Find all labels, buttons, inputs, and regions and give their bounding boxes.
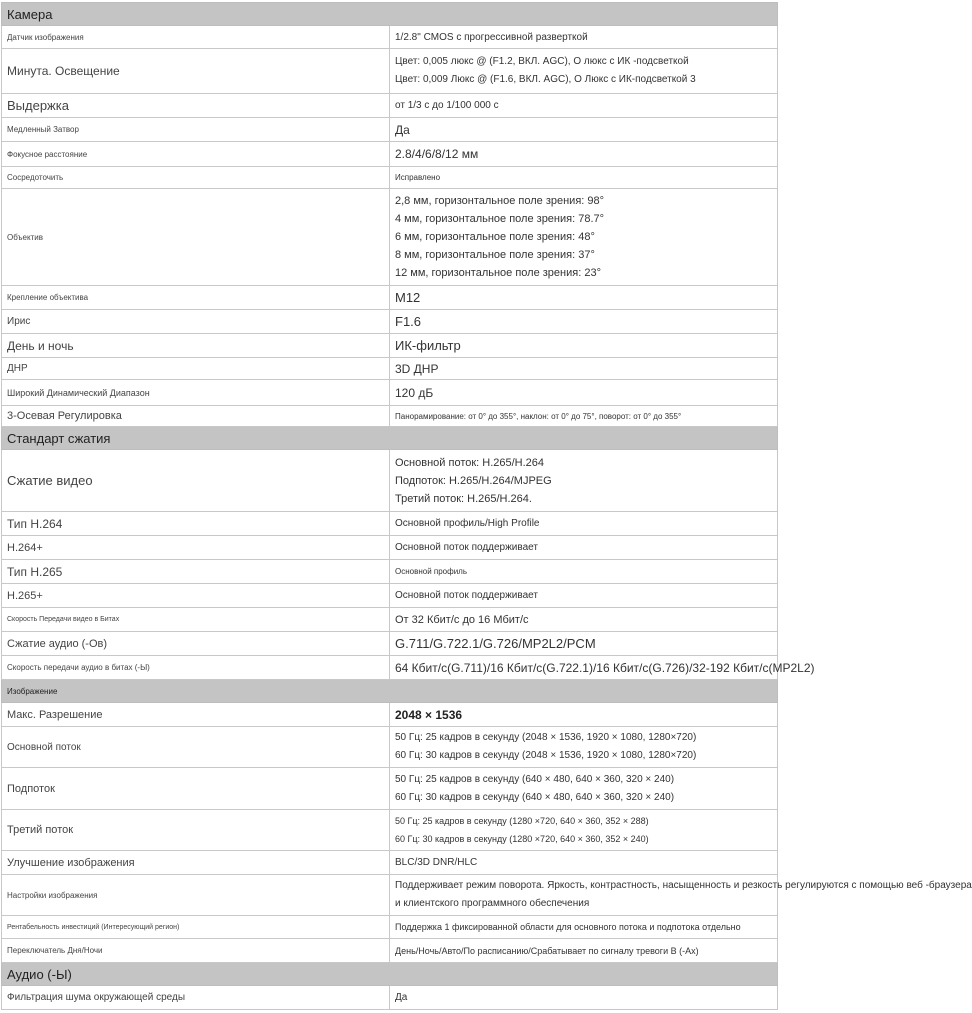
spec-value: M12 — [390, 286, 778, 310]
spec-value: 120 дБ — [390, 380, 778, 406]
table-row — [2, 851, 778, 875]
table-row — [2, 286, 778, 310]
spec-value — [390, 189, 778, 286]
spec-value-line: 50 Гц: 25 кадров в секунду (2048 × 1536, 1920 × 1080, 1280×720) — [395, 732, 697, 743]
section-header-image — [2, 680, 778, 703]
spec-value — [390, 727, 778, 768]
table-row — [2, 986, 778, 1010]
spec-table — [1, 2, 972, 1010]
table-row — [2, 656, 778, 680]
table-row — [2, 512, 778, 536]
spec-value: День/Ночь/Авто/По расписанию/Срабатывает по сигналу тревоги В (-Ах) — [390, 939, 778, 963]
table-row — [2, 536, 778, 560]
table-row — [2, 632, 778, 656]
spec-key: Рентабельность инвестиций (Интересующий регион) — [2, 916, 390, 939]
table-row — [2, 584, 778, 608]
spec-key: Макс. Разрешение — [2, 703, 390, 727]
spec-value: F1.6 — [390, 310, 778, 334]
table-row — [2, 916, 778, 939]
spec-key: Широкий Динамический Диапазон — [2, 380, 390, 406]
table-row — [2, 189, 778, 286]
spec-value — [390, 49, 778, 94]
spec-value: G.711/G.722.1/G.726/MP2L2/PCM — [390, 632, 778, 656]
spec-key: День и ночь — [2, 334, 390, 358]
spec-value: 3D ДНР — [390, 358, 778, 380]
spec-key: Улучшение изображения — [2, 851, 390, 875]
spec-key: Подпоток — [2, 768, 390, 810]
table-row — [2, 310, 778, 334]
spec-key: Переключатель Дня/Ночи — [2, 939, 390, 963]
section-title: Стандарт сжатия — [2, 427, 778, 450]
spec-value-line: Подпоток: H.265/H.264/MJPEG — [395, 474, 552, 487]
spec-value: 64 Кбит/с(G.711)/16 Кбит/с(G.722.1)/16 Кбит/с(G.726)/32-192 Кбит/с(MP2L2) — [390, 656, 778, 680]
spec-key: Ирис — [2, 310, 390, 334]
spec-key: Тип H.264 — [2, 512, 390, 536]
spec-value: Основной профиль — [390, 560, 778, 584]
section-header-audio — [2, 963, 778, 986]
spec-value-line: Цвет: 0,005 люкс @ (F1.2, ВКЛ. AGC), О люкс с ИК -подсветкой — [395, 56, 689, 67]
table-row — [2, 358, 778, 380]
spec-value-line: 12 мм, горизонтальное поле зрения: 23° — [395, 267, 601, 279]
spec-value: BLC/3D DNR/HLC — [390, 851, 778, 875]
spec-value — [390, 810, 778, 851]
spec-key: Объектив — [2, 189, 390, 286]
section-header-compression — [2, 427, 778, 450]
table-row — [2, 142, 778, 167]
spec-key: Датчик изображения — [2, 26, 390, 49]
spec-key: Настройки изображения — [2, 875, 390, 916]
section-title: Камера — [2, 3, 778, 26]
spec-value: Исправлено — [390, 167, 778, 189]
spec-key: ДНР — [2, 358, 390, 380]
table-row — [2, 406, 778, 427]
spec-key: H.265+ — [2, 584, 390, 608]
table-row — [2, 49, 778, 94]
spec-value-line: Цвет: 0,009 Люкс @ (F1.6, ВКЛ. AGC), О Люкс с ИК-подсветкой 3 — [395, 74, 696, 85]
spec-value: От 32 Кбит/с до 16 Мбит/с — [390, 608, 778, 632]
spec-value: Поддержка 1 фиксированной области для основного потока и подпотока отдельно — [390, 916, 778, 939]
table-row — [2, 703, 778, 727]
table-row — [2, 26, 778, 49]
table-row — [2, 768, 778, 810]
section-header-camera — [2, 3, 778, 26]
spec-value — [390, 768, 778, 810]
spec-value: Основной поток поддерживает — [390, 536, 778, 560]
spec-value-line: 60 Гц: 30 кадров в секунду (640 × 480, 640 × 360, 320 × 240) — [395, 791, 675, 803]
spec-key: Фокусное расстояние — [2, 142, 390, 167]
spec-value: Да — [390, 118, 778, 142]
spec-key: 3-Осевая Регулировка — [2, 406, 390, 427]
spec-value-line: 60 Гц: 30 кадров в секунду (1280 ×720, 640 × 360, 352 × 240) — [395, 834, 649, 844]
spec-value-line: 60 Гц: 30 кадров в секунду (2048 × 1536, 1920 × 1080, 1280×720) — [395, 750, 697, 761]
table-row — [2, 608, 778, 632]
spec-key: Сжатие аудио (-Ов) — [2, 632, 390, 656]
spec-key: H.264+ — [2, 536, 390, 560]
spec-value-line: и клиентского программного обеспечения — [395, 898, 590, 909]
spec-value-line: 4 мм, горизонтальное поле зрения: 78.7° — [395, 213, 605, 225]
spec-key: Фильтрация шума окружающей среды — [2, 986, 390, 1010]
table-row — [2, 727, 778, 768]
section-title: Аудио (-Ы) — [2, 963, 778, 986]
spec-key: Тип H.265 — [2, 560, 390, 584]
spec-value-line: 50 Гц: 25 кадров в секунду (640 × 480, 640 × 360, 320 × 240) — [395, 773, 675, 785]
spec-value: от 1/3 с до 1/100 000 с — [390, 94, 778, 118]
spec-value: Основной профиль/High Profile — [390, 512, 778, 536]
spec-key: Крепление объектива — [2, 286, 390, 310]
spec-key: Третий поток — [2, 810, 390, 851]
spec-value-line: Основной поток: H.265/H.264 — [395, 456, 545, 469]
spec-key: Основной поток — [2, 727, 390, 768]
spec-key: Сосредоточить — [2, 167, 390, 189]
spec-value — [390, 450, 778, 512]
spec-value-line: 50 Гц: 25 кадров в секунду (1280 ×720, 640 × 360, 352 × 288) — [395, 816, 649, 826]
section-title: Изображение — [2, 680, 778, 703]
table-row — [2, 167, 778, 189]
spec-value-line: Третий поток: H.265/H.264. — [395, 492, 532, 505]
spec-value: ИК-фильтр — [390, 334, 778, 358]
table-row — [2, 334, 778, 358]
spec-value-line: Поддерживает режим поворота. Яркость, контрастность, насыщенность и резкость регулируются с помощью веб -браузера — [395, 880, 972, 891]
spec-value: Панорамирование: от 0° до 355°, наклон: от 0° до 75°, поворот: от 0° до 355° — [390, 406, 778, 427]
table-row — [2, 939, 778, 963]
table-row — [2, 810, 778, 851]
table-row — [2, 560, 778, 584]
spec-key: Сжатие видео — [2, 450, 390, 512]
spec-value: 2.8/4/6/8/12 мм — [390, 142, 778, 167]
table-row — [2, 450, 778, 512]
spec-value: 1/2.8" CMOS с прогрессивной разверткой — [390, 26, 778, 49]
spec-value — [390, 875, 972, 916]
spec-value-line: 2,8 мм, горизонтальное поле зрения: 98° — [395, 195, 605, 207]
table-row — [2, 94, 778, 118]
table-row — [2, 380, 778, 406]
spec-key: Скорость Передачи видео в Битах — [2, 608, 390, 632]
spec-key: Минута. Освещение — [2, 49, 390, 94]
spec-key: Выдержка — [2, 94, 390, 118]
spec-key: Медленный Затвор — [2, 118, 390, 142]
spec-value-line: 8 мм, горизонтальное поле зрения: 37° — [395, 249, 595, 261]
spec-value: Основной поток поддерживает — [390, 584, 778, 608]
spec-value-line: 6 мм, горизонтальное поле зрения: 48° — [395, 231, 595, 243]
spec-key: Скорость передачи аудио в битах (-Ы) — [2, 656, 390, 680]
spec-value: 2048 × 1536 — [390, 703, 778, 727]
table-row — [2, 875, 778, 916]
table-row — [2, 118, 778, 142]
spec-value: Да — [390, 986, 778, 1010]
